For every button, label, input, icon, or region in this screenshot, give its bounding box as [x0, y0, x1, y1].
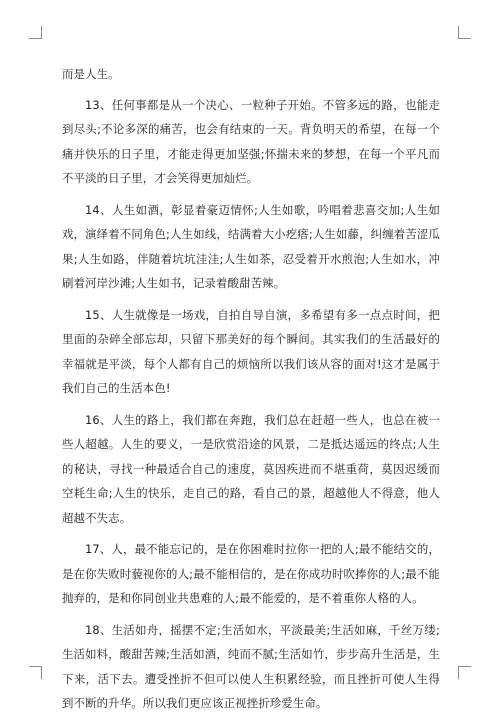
paragraph-17: 17、人，最不能忘记的，是在你困难时拉你一把的人;最不能结交的，是在你失败时藐视你的人;最不能相信的，是在你成功时吹捧你的人;最不能抛弃的，是和你同创业共患难的人;最不能爱的，是不着重你人格的人。	[62, 542, 440, 605]
paragraph-15: 15、人生就像是一场戏，自拍自导自演，多希望有多一点点时间，把里面的杂碎全部忘却，只留下那美好的每个瞬间。其实我们的生活最好的幸福就是平淡，每个人都有自己的烦恼所以我们该从容的面对!这才是属于我们自己的生活本色!	[62, 307, 440, 395]
corner-mark-bottom-left	[29, 666, 42, 679]
paragraph-13: 13、任何事都是从一个决心、一粒种子开始。不管多远的路，也能走到尽头;不论多深的痛苦，也会有结束的一天。背负明天的希望，在每一个痛并快乐的日子里，才能走得更加坚强;怀揣未来的梦想，在每一个平凡而不平淡的日子里，才会笑得更加灿烂。	[62, 97, 440, 185]
corner-mark-bottom-right	[458, 666, 471, 679]
document-body	[62, 62, 440, 723]
corner-mark-top-right	[458, 26, 471, 39]
corner-mark-top-left	[29, 26, 42, 39]
paragraph-16: 16、人生的路上，我们都在奔跑，我们总在赶超一些人，也总在被一些人超越。人生的要义，一是欣赏沿途的风景，二是抵达遥远的终点;人生的秘诀，寻找一种最适合自己的速度，莫因疾进而不堪重荷，莫因迟缓而空耗生命;人生的快乐，走自己的路，看自己的景，超越他人不得意，他人超越不失志。	[62, 412, 440, 525]
paragraph-18: 18、生活如舟，摇摆不定;生活如水，平淡最美;生活如麻，千丝万缕;生活如料，酸甜苦辣;生活如酒，纯而不腻;生活如竹，步步高升生活是，生下来，活下去。遭受挫折不但可以使人生积累经验，而且挫折可使人生得到不断的升华。所以我们更应该正视挫折珍爱生命。	[62, 622, 440, 710]
paragraph-continuation: 而是人生。	[62, 67, 120, 81]
paragraph-14: 14、人生如酒，彰显着豪迈情怀;人生如歌，吟唱着悲喜交加;人生如戏，演绎着不同角色;人生如线，结满着大小疙瘩;人生如藤，纠缠着苦涩瓜果;人生如路，伴随着坑坑洼洼;人生如茶，忍受着开水煎泡;人生如水，冲刷着河岸沙滩;人生如书，记录着酸甜苦辣。	[62, 202, 440, 290]
